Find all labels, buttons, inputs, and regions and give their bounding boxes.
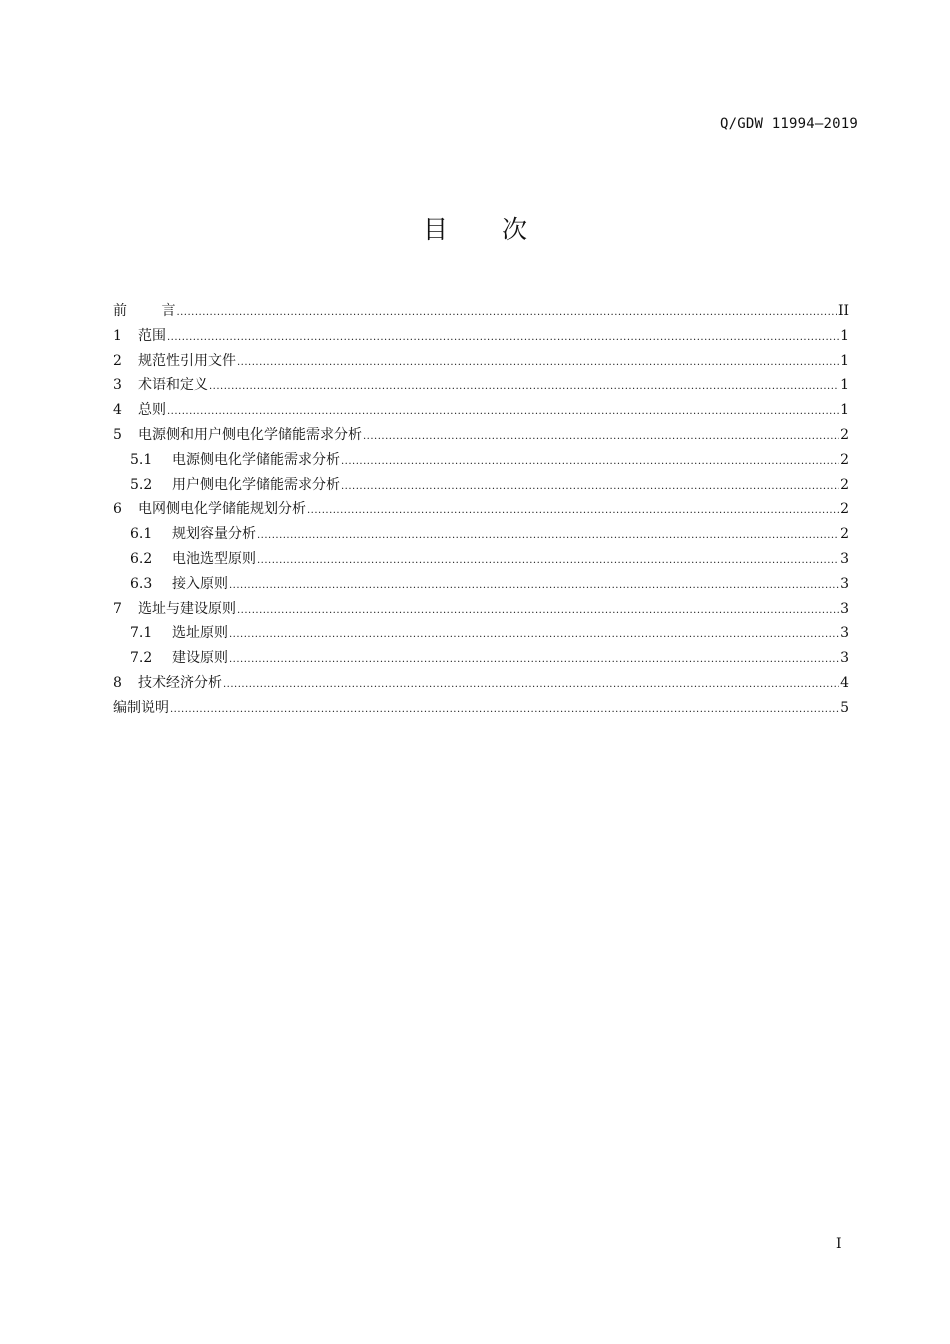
toc-entry-number: 4 [113, 402, 122, 419]
toc-entry-label: 编制说明 [113, 699, 169, 716]
toc-entry-6-2[interactable] [113, 547, 849, 572]
toc-entry-number: 5.1 [130, 451, 153, 468]
toc-entry-6[interactable] [113, 497, 849, 522]
toc-entry-label: 总则 [138, 402, 166, 419]
toc-entry-page: 3 [840, 600, 849, 617]
toc-dot-leader [167, 326, 839, 351]
toc-dot-leader [307, 499, 839, 524]
toc-entry-label: 选址原则 [172, 625, 228, 642]
toc-dot-leader [363, 425, 839, 450]
toc-entry-page: 1 [840, 327, 849, 344]
toc-entry-number: 3 [113, 377, 122, 394]
toc-entry-label: 建设原则 [172, 650, 228, 667]
toc-dot-leader [257, 524, 839, 549]
toc-entry-page: 2 [840, 526, 849, 543]
toc-entry-page: 3 [840, 575, 849, 592]
toc-entry-5[interactable] [113, 423, 849, 448]
toc-entry-label: 电源侧电化学储能需求分析 [172, 451, 340, 468]
toc-dot-leader [223, 673, 839, 698]
toc-entry-7[interactable] [113, 597, 849, 622]
toc-entry-number: 7.1 [130, 625, 153, 642]
toc-dot-leader [237, 599, 839, 624]
toc-entry-page: 1 [840, 352, 849, 369]
toc-entry-label: 用户侧电化学储能需求分析 [172, 476, 340, 493]
toc-dot-leader [170, 698, 839, 723]
toc-entry-number: 6.2 [130, 550, 153, 567]
toc-entry-page: 2 [840, 476, 849, 493]
toc-dot-leader [341, 450, 839, 475]
toc-entry-label: 选址与建设原则 [138, 600, 236, 617]
toc-entry-page: 1 [840, 402, 849, 419]
toc-entry-number: 2 [113, 352, 122, 369]
toc-entry-compilation-notes[interactable] [113, 696, 849, 721]
toc-dot-leader [176, 301, 836, 326]
toc-entry-page: 2 [840, 451, 849, 468]
toc-entry-page: 3 [840, 550, 849, 567]
toc-entry-8[interactable] [113, 671, 849, 696]
toc-entry-foreword[interactable] [113, 299, 849, 324]
toc-entry-number: 5.2 [130, 476, 153, 493]
toc-entry-label: 电源侧和用户侧电化学储能需求分析 [138, 426, 362, 443]
document-code: Q/GDW 11994—2019 [719, 116, 858, 132]
toc-dot-leader [237, 351, 839, 376]
toc-entry-3[interactable] [113, 373, 849, 398]
toc-dot-leader [229, 648, 839, 673]
toc-dot-leader [229, 623, 839, 648]
toc-entry-label: 接入原则 [172, 575, 228, 592]
toc-entry-6-1[interactable] [113, 522, 849, 547]
toc-entry-label: 电池选型原则 [172, 550, 256, 567]
toc-entry-label: 前 言 [113, 303, 176, 319]
toc-entry-page: 2 [840, 501, 849, 518]
toc-entry-page: 2 [840, 426, 849, 443]
toc-entry-number: 7.2 [130, 650, 153, 667]
toc-title: 目 次 [423, 215, 527, 244]
toc-dot-leader [167, 400, 839, 425]
toc-entry-number: 6.1 [130, 526, 153, 543]
toc-entry-page: 3 [840, 650, 849, 667]
toc-entry-2[interactable] [113, 349, 849, 374]
toc-entry-page: 3 [840, 625, 849, 642]
toc-entry-label: 术语和定义 [138, 377, 208, 394]
toc-dot-leader [209, 375, 839, 400]
toc-entry-number: 6 [113, 501, 122, 518]
toc-entry-page: 5 [840, 699, 849, 716]
toc-entry-page: 4 [840, 674, 849, 691]
toc-entry-label: 技术经济分析 [138, 674, 222, 691]
toc-entry-label: 规划容量分析 [172, 526, 256, 543]
toc-entry-5-1[interactable] [113, 448, 849, 473]
toc-entry-number: 1 [113, 327, 122, 344]
toc-entry-4[interactable] [113, 398, 849, 423]
toc-entry-page: 1 [840, 377, 849, 394]
toc-entry-6-3[interactable] [113, 572, 849, 597]
toc-entry-number: 5 [113, 426, 122, 443]
toc-dot-leader [341, 475, 839, 500]
toc-entry-number: 8 [113, 674, 122, 691]
toc-entry-label: 电网侧电化学储能规划分析 [138, 501, 306, 518]
toc-entry-1[interactable] [113, 324, 849, 349]
toc-entry-label: 范围 [138, 327, 166, 344]
toc-entry-number: 6.3 [130, 575, 153, 592]
toc-entry-label: 规范性引用文件 [138, 352, 236, 369]
table-of-contents [113, 299, 849, 721]
toc-entry-5-2[interactable] [113, 473, 849, 498]
page-number: I [836, 1236, 842, 1252]
toc-entry-number: 7 [113, 600, 122, 617]
toc-dot-leader [257, 549, 839, 574]
toc-entry-page: II [837, 303, 849, 319]
toc-entry-7-2[interactable] [113, 646, 849, 671]
toc-dot-leader [229, 574, 839, 599]
toc-entry-7-1[interactable] [113, 621, 849, 646]
